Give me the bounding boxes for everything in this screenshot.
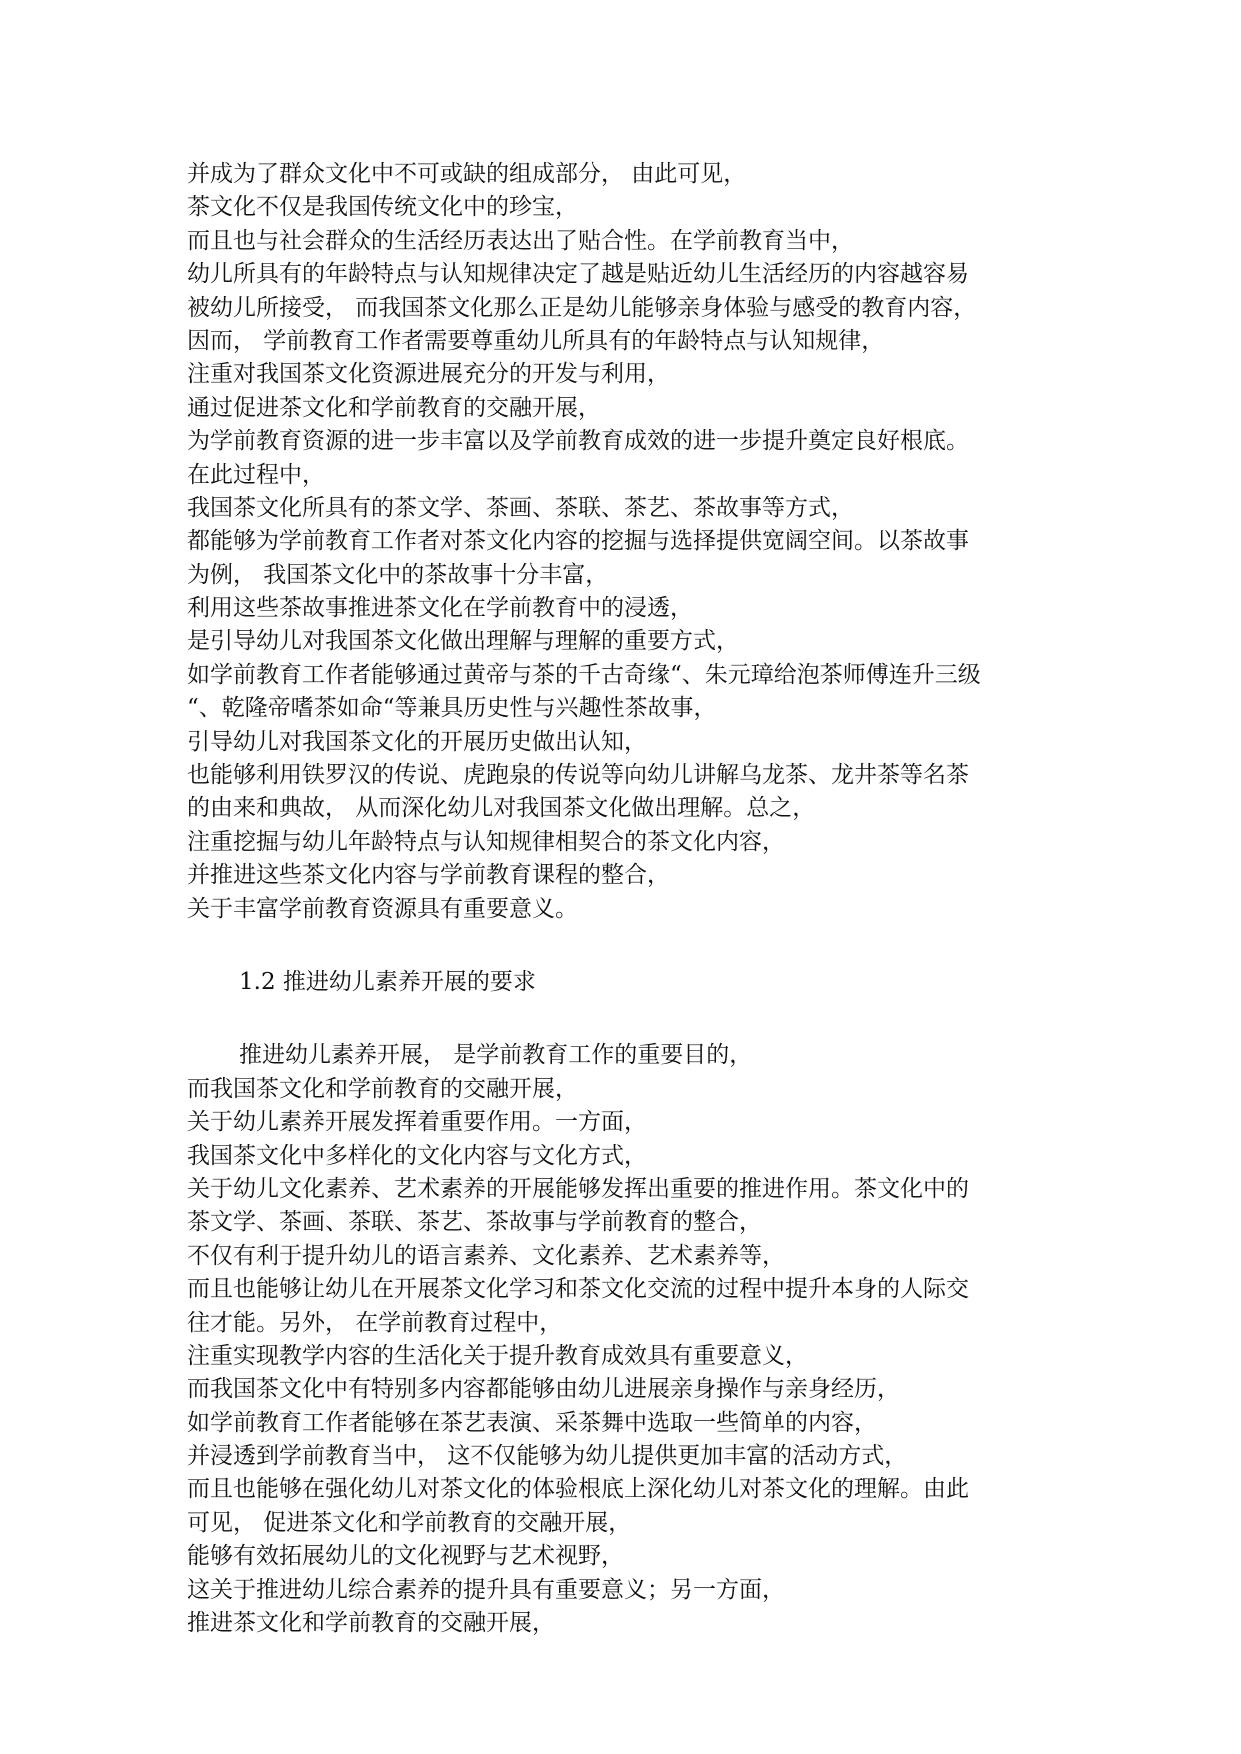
text-line: 为学前教育资源的进一步丰富以及学前教育成效的进一步提升奠定良好根底。: [187, 428, 969, 455]
text-line: 推进茶文化和学前教育的交融开展，: [187, 1610, 555, 1637]
text-line: 注重对我国茶文化资源进展充分的开发与利用，: [187, 361, 670, 388]
text-line: 为例， 我国茶文化中的茶故事十分丰富，: [187, 561, 609, 588]
text-line: 因而， 学前教育工作者需要尊重幼儿所具有的年龄特点与认知规律，: [187, 327, 885, 354]
text-line: 是引导幼儿对我国茶文化做出理解与理解的重要方式，: [187, 628, 739, 655]
text-line: 都能够为学前教育工作者对茶文化内容的挖掘与选择提供宽阔空间。以茶故事: [187, 528, 969, 555]
text-line: 可见， 促进茶文化和学前教育的交融开展，: [187, 1509, 632, 1536]
text-line: 注重挖掘与幼儿年龄特点与认知规律相契合的茶文化内容，: [187, 828, 785, 855]
text-line: 推进幼儿素养开展， 是学前教育工作的重要目的，: [239, 1042, 753, 1069]
text-line: 利用这些茶故事推进茶文化在学前教育中的浸透，: [187, 595, 693, 622]
text-line: 如学前教育工作者能够在茶艺表演、采茶舞中选取一些简单的内容，: [187, 1409, 877, 1436]
text-line: 而且也能够让幼儿在开展茶文化学习和茶文化交流的过程中提升本身的人际交: [187, 1276, 969, 1303]
text-line: 关于幼儿素养开展发挥着重要作用。一方面，: [187, 1109, 647, 1136]
text-line: 注重实现教学内容的生活化关于提升教育成效具有重要意义，: [187, 1342, 808, 1369]
text-line: 也能够利用铁罗汉的传说、虎跑泉的传说等向幼儿讲解乌龙茶、龙井茶等名茶: [187, 762, 969, 789]
text-line: 而且也与社会群众的生活经历表达出了贴合性。在学前教育当中，: [187, 227, 854, 254]
text-line: 并浸透到学前教育当中， 这不仅能够为幼儿提供更加丰富的活动方式，: [187, 1443, 908, 1470]
section-heading: 1.2 推进幼儿素养开展的要求: [239, 968, 536, 995]
text-line: 的由来和典故， 从而深化幼儿对我国茶文化做出理解。总之，: [187, 795, 816, 822]
paragraph-spacer: [187, 926, 1067, 966]
text-line: 幼儿所具有的年龄特点与认知规律决定了越是贴近幼儿生活经历的内容越容易: [187, 261, 969, 288]
text-line: 我国茶文化所具有的茶文学、茶画、茶联、茶艺、茶故事等方式，: [187, 494, 854, 521]
text-line: 茶文学、茶画、茶联、茶艺、茶故事与学前教育的整合，: [187, 1209, 762, 1236]
text-line: 关于丰富学前教育资源具有重要意义。: [187, 895, 578, 922]
paragraph-spacer: [187, 999, 1067, 1039]
text-line: 不仅有利于提升幼儿的语言素养、文化素养、艺术素养等，: [187, 1242, 785, 1269]
text-line: 关于幼儿文化素养、艺术素养的开展能够发挥出重要的推进作用。茶文化中的: [187, 1175, 969, 1202]
text-line: 如学前教育工作者能够通过黄帝与茶的千古奇缘“、朱元璋给泡茶师傅连升三级: [187, 661, 981, 688]
text-line: 茶文化不仅是我国传统文化中的珍宝，: [187, 194, 578, 221]
document-body: [187, 158, 1067, 1640]
paragraph: [187, 158, 1067, 926]
text-line: 引导幼儿对我国茶文化的开展历史做出认知，: [187, 728, 647, 755]
text-line: 在此过程中，: [187, 461, 325, 488]
text-line: 通过促进茶文化和学前教育的交融开展，: [187, 394, 601, 421]
text-line: 而我国茶文化和学前教育的交融开展，: [187, 1075, 578, 1102]
text-line: 被幼儿所接受， 而我国茶文化那么正是幼儿能够亲身体验与感受的教育内容，: [187, 294, 977, 321]
text-line: 而我国茶文化中有特别多内容都能够由幼儿进展亲身操作与亲身经历，: [187, 1376, 900, 1403]
text-line: 而且也能够在强化幼儿对茶文化的体验根底上深化幼儿对茶文化的理解。由此: [187, 1476, 969, 1503]
text-line: 并推进这些茶文化内容与学前教育课程的整合，: [187, 862, 670, 889]
text-line: 这关于推进幼儿综合素养的提升具有重要意义；另一方面，: [187, 1576, 785, 1603]
text-line: 往才能。另外， 在学前教育过程中，: [187, 1309, 563, 1336]
text-line: 并成为了群众文化中不可或缺的组成部分， 由此可见，: [187, 161, 747, 187]
text-line: 能够有效拓展幼儿的文化视野与艺术视野，: [187, 1543, 624, 1570]
text-line: 我国茶文化中多样化的文化内容与文化方式，: [187, 1142, 647, 1169]
paragraph: [187, 1039, 1067, 1640]
text-line: “、乾隆帝嗜茶如命“等兼具历史性与兴趣性茶故事，: [187, 695, 717, 722]
